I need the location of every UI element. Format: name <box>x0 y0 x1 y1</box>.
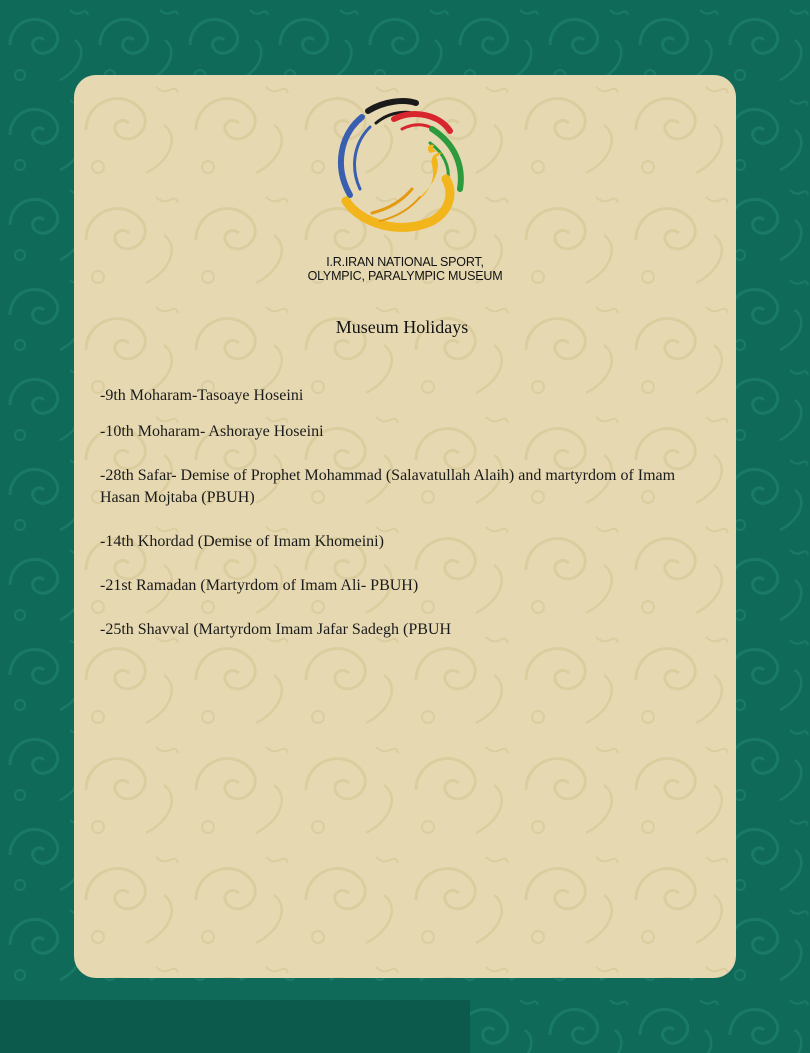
organization-name-line1: I.R.IRAN NATIONAL SPORT, <box>326 255 484 269</box>
holiday-item: -10th Moharam- Ashoraye Hoseini <box>100 423 324 440</box>
holiday-item: -14th Khordad (Demise of Imam Khomeini) <box>100 533 384 550</box>
organization-name-line2: OLYMPIC, PARALYMPIC MUSEUM <box>307 269 503 283</box>
holidays-card <box>74 75 736 978</box>
holiday-item: -21st Ramadan (Martyrdom of Imam Ali- PBUH) <box>100 577 419 594</box>
holiday-item: -28th Safar- Demise of Prophet Mohammad (Salavatullah Alaih) and martyrdom of Imam Hasan Mojtaba (PBUH) <box>100 467 676 506</box>
holiday-list <box>100 385 710 641</box>
page-title: Museum Holidays <box>335 317 469 337</box>
organization-name <box>74 255 736 283</box>
holiday-item: -9th Moharam-Tasoaye Hoseini <box>100 387 304 404</box>
phoenix-rings-logo-icon <box>332 97 470 237</box>
bottom-band <box>0 1000 470 1053</box>
holiday-item: -25th Shavval (Martyrdom Imam Jafar Sadegh (PBUH <box>100 621 452 638</box>
